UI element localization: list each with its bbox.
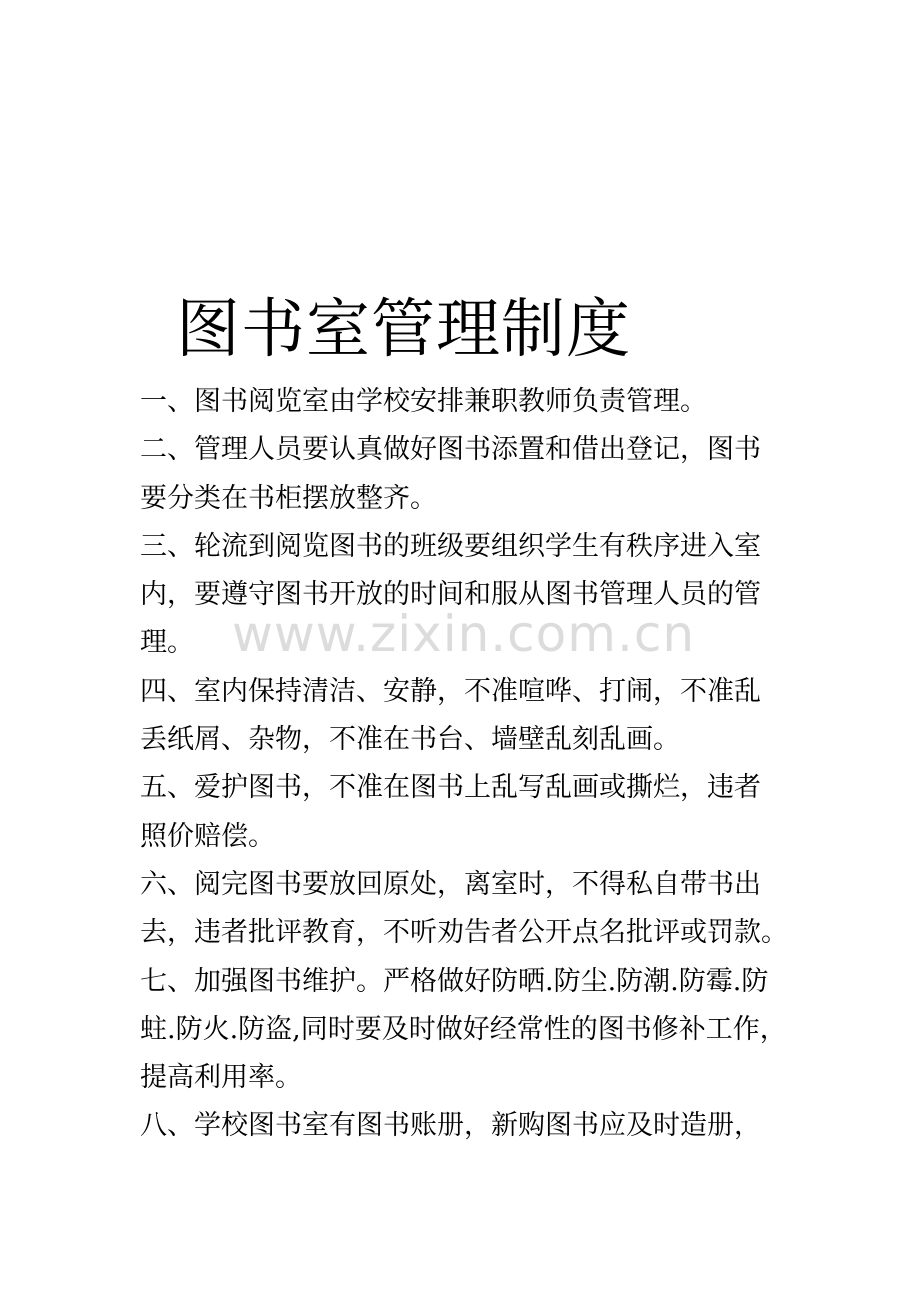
body-line: 二、管理人员要认真做好图书添置和借出登记，图书: [140, 434, 761, 466]
body-line: 八、学校图书室有图书账册，新购图书应及时造册，: [140, 1110, 761, 1142]
body-line: 丢纸屑、杂物，不准在书台、墙壁乱刻乱画。: [140, 724, 680, 756]
watermark: www.zixin.com.cn: [232, 605, 696, 663]
body-line: 七、加强图书维护。严格做好防晒.防尘.防潮.防霉.防: [140, 965, 769, 997]
body-line: 蛀.防火.防盗,同时要及时做好经常性的图书修补工作，: [140, 1013, 787, 1045]
document-title: 图书室管理制度: [176, 293, 631, 367]
body-line: 五、爱护图书，不准在图书上乱写乱画或撕烂，违者: [140, 772, 761, 804]
body-line: 理。: [140, 627, 194, 659]
body-line: 内，要遵守图书开放的时间和服从图书管理人员的管: [140, 579, 761, 611]
body-line: 三、轮流到阅览图书的班级要组织学生有秩序进入室: [140, 530, 761, 562]
body-line: 要分类在书柜摆放整齐。: [140, 482, 437, 514]
body-line: 照价赔偿。: [140, 820, 275, 852]
document-body: [140, 378, 800, 1151]
body-line: 提高利用率。: [140, 1062, 302, 1094]
body-line: 去，违者批评教育，不听劝告者公开点名批评或罚款。: [140, 917, 788, 949]
body-line: 四、室内保持清洁、安静，不准喧哗、打闹，不准乱: [140, 675, 761, 707]
body-line: 六、阅完图书要放回原处，离室时，不得私自带书出: [140, 868, 761, 900]
body-line: 一、图书阅览室由学校安排兼职教师负责管理。: [140, 386, 707, 417]
